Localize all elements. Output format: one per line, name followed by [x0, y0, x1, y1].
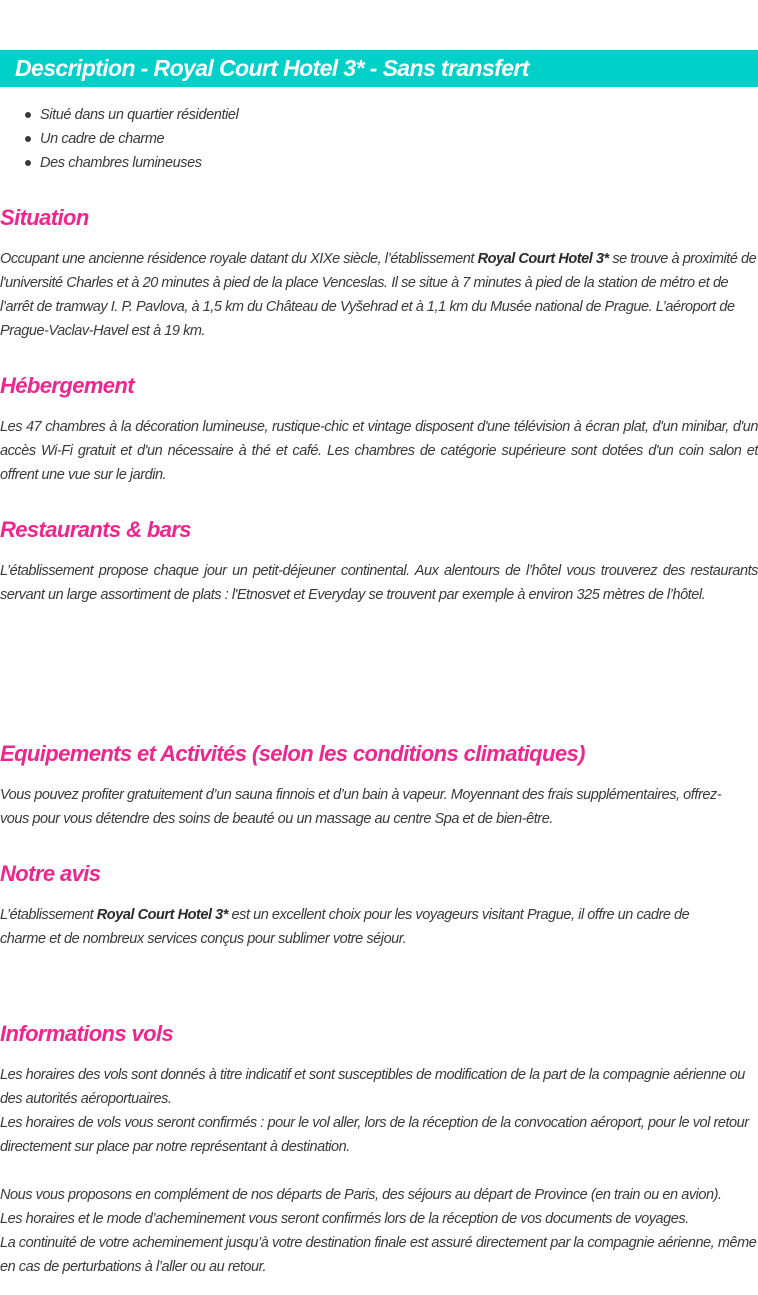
hebergement-heading: Hébergement [0, 373, 134, 398]
situation-text-end: se trouve à proximité de l'université Charles et à 20 minutes à pied de la place Venceslas. Il se situe à 7 minutes à pied de la station de métro et de l’arrêt de tramway I. P. Pavlova, à 1,5 km du Château de Vyšehrad et à 1,1 km du Musée national de Prague. L’aéroport de Prague-Vaclav-Havel est à 19 km. [0, 251, 757, 339]
hotel-name: Royal Court Hotel 3* [477, 251, 609, 267]
description-banner [0, 50, 758, 87]
situation-heading: Situation [0, 205, 89, 230]
highlights-list [0, 103, 238, 175]
highlight-text: Des chambres lumineuses [40, 155, 202, 171]
bullet-icon [25, 136, 31, 142]
bullet-icon [25, 112, 31, 118]
avis-heading: Notre avis [0, 861, 101, 886]
vols-line: La continuité de votre acheminement jusqu’à votre destination finale est assuré directement par la compagnie aérienne, même en cas de perturbations à l’aller ou au retour. [0, 1235, 757, 1275]
highlight-text: Un cadre de charme [40, 131, 165, 147]
vols-line: Les horaires et le mode d’acheminement vous seront confirmés lors de la réception de vos documents de voyages. [0, 1211, 689, 1227]
restaurants-heading: Restaurants & bars [0, 517, 191, 542]
highlight-item [0, 127, 238, 151]
avis-text [0, 903, 730, 951]
hebergement-text: Les 47 chambres à la décoration lumineuse, rustique-chic et vintage disposent d'une télévision à écran plat, d'un minibar, d'un accès Wi-Fi gratuit et d'un nécessaire à thé et café. Les chambres de catégorie supérieure sont dotées d'un coin salon et offrent une vue sur le jardin. [0, 419, 758, 483]
hotel-name: Royal Court Hotel 3* [96, 907, 228, 923]
equipements-heading: Equipements et Activités (selon les conditions climatiques) [0, 741, 585, 766]
vols-paragraph-2 [0, 1183, 758, 1279]
situation-text-start: Occupant une ancienne résidence royale datant du XIXe siècle, l’établissement [0, 251, 478, 267]
highlight-item [0, 151, 238, 175]
avis-text-end: est un excellent choix pour les voyageurs visitant Prague, il offre un cadre de charme et de nombreux services conçus pour sublimer votre séjour. [0, 907, 690, 947]
vols-heading: Informations vols [0, 1021, 174, 1046]
highlight-text: Situé dans un quartier résidentiel [40, 107, 239, 123]
restaurants-text: L’établissement propose chaque jour un petit-déjeuner continental. Aux alentours de l’hôtel vous trouverez des restaurants servant un large assortiment de plats : l'Etnosvet et Everyday se trouvent par exemple à environ 325 mètres de l’hôtel. [0, 563, 758, 603]
avis-text-start: L’établissement [0, 907, 97, 923]
highlight-item [0, 103, 238, 127]
vols-line: Les horaires de vols vous seront confirmés : pour le vol aller, lors de la réception de la convocation aéroport, pour le vol retour directement sur place par notre représentant à destination. [0, 1115, 749, 1155]
situation-text [0, 247, 758, 343]
vols-line: Les horaires des vols sont donnés à titre indicatif et sont susceptibles de modification de la part de la compagnie aérienne ou des autorités aéroportuaires. [0, 1067, 745, 1107]
page-title: Description - Royal Court Hotel 3* - Sans transfert [15, 55, 529, 81]
vols-paragraph-1 [0, 1063, 758, 1159]
bullet-icon [25, 160, 31, 166]
vols-line: Nous vous proposons en complément de nos départs de Paris, des séjours au départ de Province (en train ou en avion). [0, 1187, 722, 1203]
equipements-text: Vous pouvez profiter gratuitement d’un sauna finnois et d’un bain à vapeur. Moyennant des frais supplémentaires, offrez-vous pour vous détendre des soins de beauté ou un massage au centre Spa et de bien-être. [0, 787, 722, 827]
